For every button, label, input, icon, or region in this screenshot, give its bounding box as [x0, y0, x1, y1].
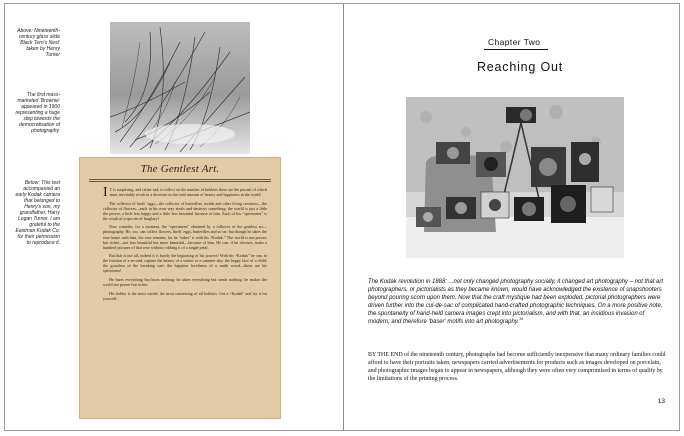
leaflet-dropcap: I — [103, 185, 108, 200]
leaflet-paragraph: But that is not all; indeed it is barely the beginning of his powers! With his “Kodak” he can, in the fraction of a second, capture the beauty of a winter or a summer day; the happy face of a child; the grandeur of the breaking surf; the happiest loveliness of a sunlit wood—these are his specimens! — [103, 253, 267, 274]
chapter-rule — [484, 49, 548, 50]
footnote-marker: 19 — [518, 316, 524, 321]
leaflet-rule — [89, 179, 271, 180]
caption-glass-slide: Above: Nineteenth-century glass slide ‘Black Tern’s Nest’ taken by Henry Turner — [17, 28, 60, 58]
photo-terns-nest — [110, 22, 250, 154]
page-gutter — [343, 4, 344, 430]
leaflet-paragraph: I T is surprising, and rather sad, to reflect on the number of hobbies there are the pursuit of which must inevitably result in a decrease in the total amount of beauty and happiness in the world. — [103, 185, 267, 200]
leaflet-paragraph: Now consider, for a moment, the “specimens” obtained by a follower of the gentlest art—photography. He, too, can collect flowers, birds’ eggs, butterflies and so on: but though he takes the rose home with him, the rose remains, for he “takes” it with his “Kodak.” The world is not poorer, but richer—not less beautiful but more beautiful—because of him. He can, if he chooses, make a hundred pictures of that rose without robbing it of a single petal. — [103, 224, 267, 250]
chapter-title: Reaching Out — [476, 60, 564, 74]
chapter-label: Chapter Two — [488, 37, 541, 47]
leaflet-paragraph: He hurts everything but hurts nothing; he takes everything but steals nothing; he makes the world not poorer but richer. — [103, 276, 267, 288]
body-paragraph: BY THE END of the nineteenth century, photographs had become sufficiently inexpensive that many ordinary families could afford to have their portraits taken, newspapers carried advertisements for products such as images developed on porcelain, and photographic images began to appear in newspapers, although they were often very compromised in terms of quality by the limitations of the printing process. — [368, 352, 666, 382]
page-number: 13 — [657, 398, 665, 405]
leaflet-rule — [89, 181, 271, 182]
leaflet-paragraph: His hobby is the most varied, the most interesting of all hobbies. Get a “Kodak” and try it for yourself. — [103, 290, 267, 301]
caption-brownie: The first mass-marketed ‘Brownie’ appeared in 1900 representing a huge step towards the democratisation of photography. — [15, 92, 60, 134]
pull-quote: The Kodak revolution in 1888: ...not only changed photography socially, it changed art photography – not that art photographers, or pictorialists as they became known, would have acknowledged the existence of snapshooters beyond pouring scorn upon them. Now that the craft mystique had been exploded, pictorial photographers were driven further into the cul-de-sac of complicated hand-crafted photographic techniques. On a more positive note, the spontaneity of hand-held camera images crept into pictorialism, and with that, an insidious invasion of modern, and therefore ‘baser’ motifs into art photography.$^{19}$ — [368, 279, 663, 325]
photo-camera-collection — [406, 97, 624, 258]
leaflet-paragraph: The collector of birds’ eggs—the collector of butterflies, moths and other living creatures—the collector of flowers—each in his own way steals and destroys something; the world is just a little the poorer, a little less happy and a little less beautiful because of him. Each of his “specimens” is the result of a species of burglary! — [103, 200, 267, 221]
caption-kodak-text: Below: This text accompanied an early Kodak camera that belonged to Henry’s son, my grandfather, Harry Logan Turner. I am grateful to the Eastman Kodak Co. for their permission to reproduce it. — [15, 180, 60, 246]
kodak-leaflet — [79, 157, 281, 419]
leaflet-title: The Gentlest Art. — [140, 163, 220, 175]
leaflet-body — [103, 187, 267, 304]
